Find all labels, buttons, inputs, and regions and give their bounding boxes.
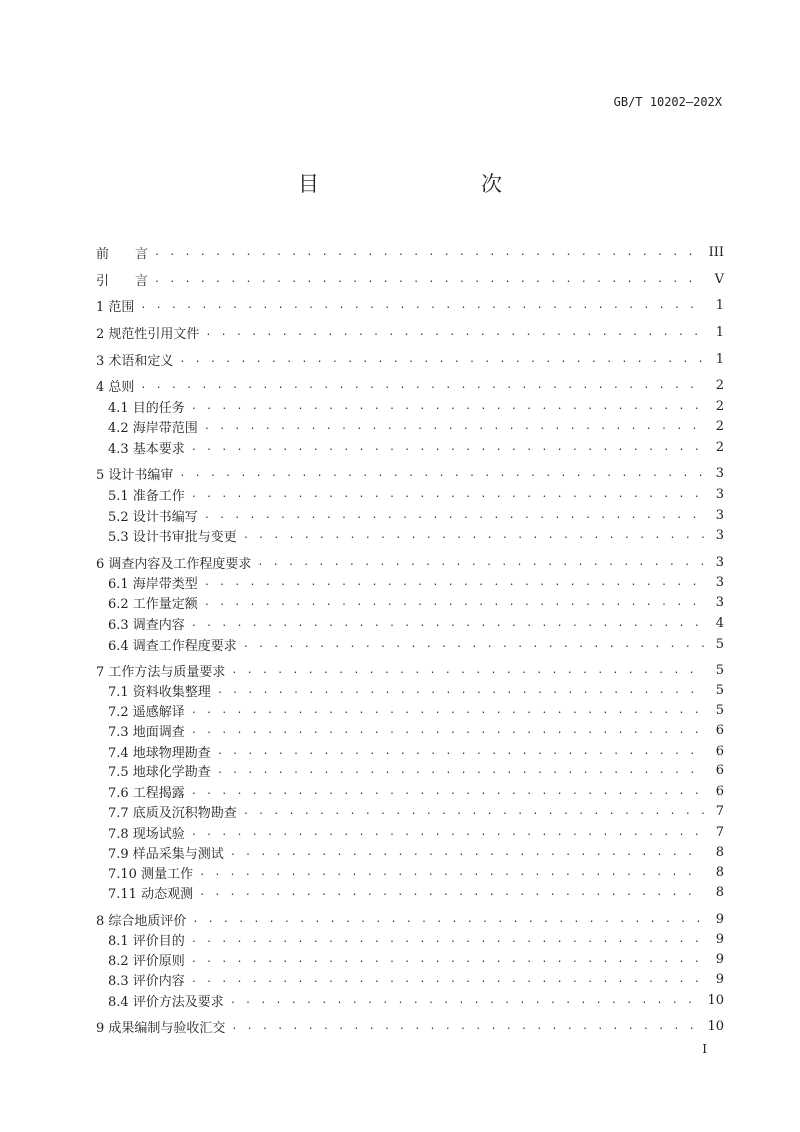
toc-entry-label: 6.4 调查工作程度要求 [108,638,237,654]
toc-entry-label: 4 总则 [96,379,135,395]
dot-leader [217,765,704,776]
dot-leader [191,725,704,736]
toc-entry[interactable] [96,741,724,761]
dot-leader [230,847,704,858]
toc-title: 目 次 [298,172,542,196]
toc-entry-page: 2 [715,377,724,393]
dot-leader [154,247,703,258]
dot-leader [191,786,704,797]
toc-entry-label: 7.11 动态观测 [108,886,194,902]
toc-entry-page: 1 [715,324,724,340]
toc-entry-page: 8 [715,884,724,900]
toc-entry[interactable] [96,552,724,572]
toc-entry-label: 2 规范性引用文件 [96,326,200,342]
toc-entry-page: 6 [715,783,724,799]
toc-entry[interactable] [96,882,724,902]
dot-leader [243,530,704,541]
toc-entry-label: 7 工作方法与质量要求 [96,664,226,680]
toc-entry-page: 7 [715,824,724,840]
toc-entry[interactable] [96,929,724,949]
toc-entry-label: 6.1 海岸带类型 [108,576,198,592]
toc-entry-label: 6.2 工作量定额 [108,596,198,612]
toc-entry[interactable] [96,269,724,289]
toc-entry[interactable] [96,484,724,504]
toc-entry-label: 7.8 现场试验 [108,826,185,842]
toc-entry-page: 3 [715,574,724,590]
toc-entry-page: 3 [715,554,724,570]
toc-entry-label: 8 综合地质评价 [96,913,187,929]
toc-entry-page: III [708,244,724,260]
toc-entry-page: 5 [715,702,724,718]
toc-entry-page: 8 [715,864,724,880]
toc-entry-label: 7.6 工程揭露 [108,785,185,801]
dot-leader [191,442,704,453]
toc-entry-label: 8.1 评价目的 [108,933,185,949]
toc-entry[interactable] [96,396,724,416]
dot-leader [204,510,704,521]
toc-entry[interactable] [96,781,724,801]
toc-entry-page: 4 [715,615,724,631]
dot-leader [257,557,704,568]
toc-entry-label: 5.1 准备工作 [108,488,185,504]
toc-entry[interactable] [96,349,724,369]
toc-entry-label: 4.1 目的任务 [108,400,185,416]
toc-entry-label: 7.9 样品采集与测试 [108,846,224,862]
toc-entry-label: 1 范围 [96,299,135,315]
toc-entry[interactable] [96,242,724,262]
standard-code: GB/T 10202—202X [613,95,722,109]
toc-entry-page: 3 [715,527,724,543]
toc-entry-page: 1 [715,351,724,367]
toc-entry-label: 8.3 评价内容 [108,973,185,989]
toc-entry[interactable] [96,613,724,633]
toc-entry-label: 8.4 评价方法及要求 [108,994,224,1010]
toc-entry[interactable] [96,525,724,545]
toc-entry-label: 4.3 基本要求 [108,441,185,457]
toc-entry[interactable] [96,322,724,342]
dot-leader [191,705,704,716]
toc-entry-page: 6 [715,743,724,759]
toc-entry[interactable] [96,295,724,315]
toc-entry-page: 3 [715,594,724,610]
toc-entry-label: 7.10 测量工作 [108,866,194,882]
toc-entry[interactable] [96,592,724,612]
toc-entry-page: 3 [715,465,724,481]
toc-entry-label: 5.3 设计书审批与变更 [108,529,237,545]
toc-entry-label: 5 设计书编审 [96,467,174,483]
toc-entry-page: 2 [715,398,724,414]
toc-entry-label: 7.4 地球物理勘查 [108,745,211,761]
toc-entry-page: 9 [715,911,724,927]
toc-entry-page: 5 [715,682,724,698]
dot-leader [230,995,702,1006]
dot-leader [191,401,704,412]
dot-leader [179,468,704,479]
toc-entry-label: 7.1 资料收集整理 [108,684,211,700]
toc-entry-label: 8.2 评价原则 [108,953,185,969]
toc-entry-label: 6 调查内容及工作程度要求 [96,556,252,572]
toc-entry[interactable] [96,990,724,1010]
toc-entry-label: 7.7 底质及沉积物勘查 [108,805,237,821]
toc-entry[interactable] [96,1016,724,1036]
dot-leader [154,274,704,285]
dot-leader [179,354,704,365]
toc-entry-page: V [714,271,724,287]
toc-entry[interactable] [96,437,724,457]
toc-entry-page: 2 [715,418,724,434]
toc-entry[interactable] [96,969,724,989]
toc-entry-label: 7.3 地面调查 [108,724,185,740]
toc-entry[interactable] [96,822,724,842]
toc-entry[interactable] [96,634,724,654]
toc-entry-page: 3 [715,486,724,502]
toc-entry[interactable] [96,760,724,780]
dot-leader [205,327,704,338]
toc-entry[interactable] [96,801,724,821]
dot-leader [191,489,704,500]
toc-entry-page: 9 [715,951,724,967]
dot-leader [204,577,704,588]
toc-entry-label: 6.3 调查内容 [108,617,185,633]
toc-entry-label: 7.2 遥感解译 [108,704,185,720]
dot-leader [191,618,704,629]
dot-leader [140,380,704,391]
toc-entry[interactable] [96,949,724,969]
dot-leader [199,867,704,878]
dot-leader [140,300,704,311]
toc-entry-label: 4.2 海岸带范围 [108,420,198,436]
toc-entry[interactable] [96,862,724,882]
page-number: I [702,1042,707,1056]
toc-entry[interactable] [96,720,724,740]
toc-entry[interactable] [96,505,724,525]
toc-entry-page: 3 [715,507,724,523]
dot-leader [191,974,704,985]
toc-entry[interactable] [96,416,724,436]
dot-leader [204,421,704,432]
toc-entry-label: 引 言 [96,273,149,289]
toc-entry[interactable] [96,842,724,862]
toc-entry-page: 5 [715,662,724,678]
toc-entry-page: 1 [715,297,724,313]
dot-leader [199,887,704,898]
toc-entry-label: 9 成果编制与验收汇交 [96,1020,226,1036]
dot-leader [204,597,704,608]
toc-entry-label: 5.2 设计书编写 [108,509,198,525]
dot-leader [217,746,704,757]
toc-entry-page: 2 [715,439,724,455]
dot-leader [243,639,704,650]
dot-leader [192,914,704,925]
toc-entry[interactable] [96,660,724,680]
toc-entry-page: 9 [715,931,724,947]
toc-entry[interactable] [96,909,724,929]
toc-entry-page: 6 [715,722,724,738]
toc-entry[interactable] [96,680,724,700]
dot-leader [231,1021,701,1032]
toc-entry[interactable] [96,375,724,395]
toc-entry-label: 7.5 地球化学勘查 [108,764,211,780]
toc-entry[interactable] [96,572,724,592]
toc-entry-page: 5 [715,636,724,652]
toc-entry-page: 9 [715,971,724,987]
dot-leader [191,934,704,945]
toc-entry[interactable] [96,463,724,483]
toc-entry-page: 8 [715,844,724,860]
toc-entry-label: 前 言 [96,246,149,262]
dot-leader [191,954,704,965]
toc-entry[interactable] [96,700,724,720]
toc-entry-page: 10 [707,992,724,1008]
dot-leader [191,827,704,838]
toc-entry-page: 10 [707,1018,724,1034]
dot-leader [231,665,704,676]
toc-entry-page: 6 [715,762,724,778]
toc-entry-page: 7 [715,803,724,819]
dot-leader [243,806,704,817]
dot-leader [217,685,704,696]
toc-entry-label: 3 术语和定义 [96,353,174,369]
